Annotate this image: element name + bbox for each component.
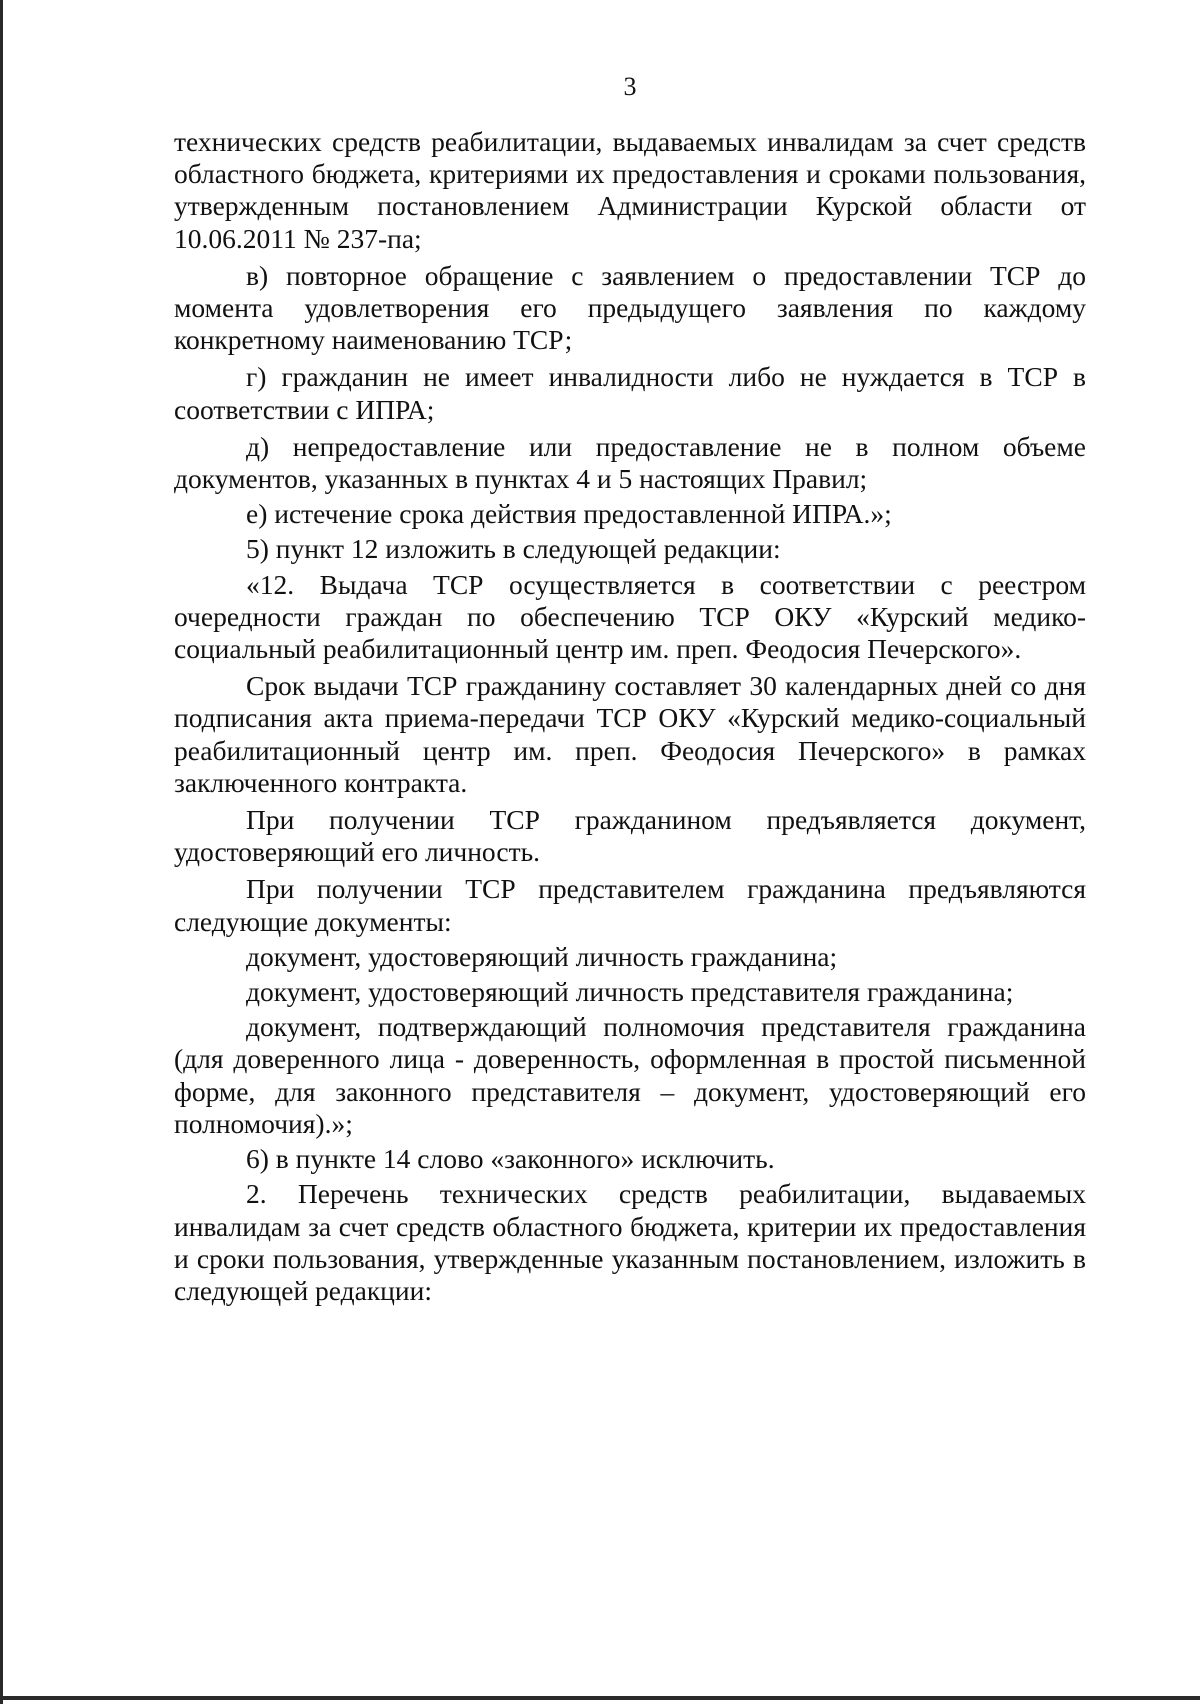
page-number: 3: [623, 72, 637, 101]
paragraph-item-5: 5) пункт 12 изложить в следующей редакции:: [246, 533, 781, 565]
paragraph-item-2: 2. Перечень технических средств реабилитации, выдаваемых инвалидам за счет средств областного бюджета, критерии их предоставления и сроки пользования, утвержденные указанным постановлением, изложить в следующей редакции:: [174, 1178, 1086, 1306]
list-item-document-1: документ, удостоверяющий личность гражданина;: [246, 940, 838, 972]
paragraph-issue-term: Срок выдачи ТСР гражданину составляет 30 календарных дней со дня подписания акта приема-передачи ТСР ОКУ «Курский медико-социальный реабилитационный центр им. преп. Феодосия Печерского» в рамках заключенного контракта.: [174, 670, 1086, 798]
scan-edge-left: [0, 0, 3, 1704]
paragraph-item-v: в) повторное обращение с заявлением о предоставлении ТСР до момента удовлетворения его предыдущего заявления по каждому конкретному наименованию ТСР;: [174, 259, 1086, 356]
scan-edge-bottom: [0, 1696, 1200, 1700]
paragraph-continuation: технических средств реабилитации, выдаваемых инвалидам за счет средств областного бюджета, критериями их предоставления и сроками пользования, утвержденным постановлением Администрации Курской области от 10.06.2011 № 237-па;: [174, 126, 1086, 254]
paragraph-item-6: 6) в пункте 14 слово «законного» исключить.: [246, 1143, 775, 1175]
list-item-document-2: документ, удостоверяющий личность представителя гражданина;: [246, 976, 1014, 1008]
paragraph-citizen-document: При получении ТСР гражданином предъявляется документ, удостоверяющий его личность.: [174, 804, 1086, 868]
paragraph-representative-documents: При получении ТСР представителем гражданина предъявляются следующие документы:: [174, 873, 1086, 937]
paragraph-clause-12: «12. Выдача ТСР осуществляется в соответствии с реестром очередности граждан по обеспечению ТСР ОКУ «Курский медико-социальный реабилитационный центр им. преп. Феодосия Печерского».: [174, 568, 1086, 665]
document-body: [174, 126, 1086, 1307]
paragraph-item-g: г) гражданин не имеет инвалидности либо не нуждается в ТСР в соответствии с ИПРА;: [174, 361, 1086, 425]
paragraph-item-d: д) непредоставление или предоставление не в полном объеме документов, указанных в пунктах 4 и 5 настоящих Правил;: [174, 430, 1086, 495]
paragraph-item-e: е) истечение срока действия предоставленной ИПРА.»;: [246, 498, 892, 530]
list-item-document-3: документ, подтверждающий полномочия представителя гражданина (для доверенного лица - доверенность, оформленная в простой письменной форме, для законного представителя – документ, удостоверяющий его полномочия).»;: [174, 1011, 1086, 1139]
